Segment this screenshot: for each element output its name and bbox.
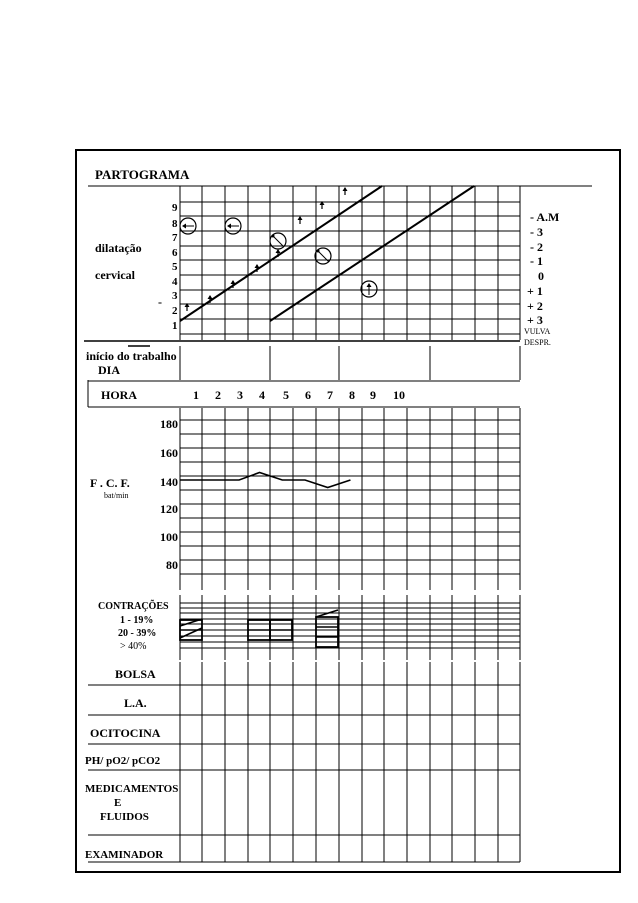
fcf-label: F . C. F. [90,476,130,490]
station-vulva-line2: DESPR. [524,338,551,347]
dilation-arrow-head [255,264,260,268]
fcf-scale-140: 140 [160,475,178,489]
medications-label-line3: FLUIDOS [100,811,149,823]
dilation-label-line2: cervical [95,268,135,282]
dilation-arrow-head [231,280,236,284]
fetal-position-mark [272,235,275,238]
fcf-scale-80: 80 [166,558,178,572]
fetal-position-mark [367,283,372,287]
fetal-position-mark [317,250,320,253]
station-plus2: + 2 [527,299,543,313]
fcf-unit: bat/min [104,491,129,500]
bolsa-label: BOLSA [115,667,156,681]
day-label: DIA [98,363,121,377]
station-am: - A.M [530,210,560,224]
contractions-label: CONTRAÇÕES [98,601,169,612]
contractions-legend-1: 1 - 19% [120,615,154,626]
hour-5: 5 [283,388,289,402]
action-line [270,186,474,321]
dilation-scale-6: 6 [172,247,178,259]
hour-3: 3 [237,388,243,402]
station-zero: 0 [538,269,544,283]
dilation-dash: - [158,295,162,309]
contractions-legend-3: > 40% [120,641,147,652]
station-plus1: + 1 [527,284,543,298]
fetal-position-mark [182,224,186,229]
fetal-position-mark [227,224,231,229]
fcf-scale-120: 120 [160,502,178,516]
hour-1: 1 [193,388,199,402]
dilation-scale-4: 4 [172,276,178,288]
ph-label: PH/ pO2/ pCO2 [85,755,161,767]
dilation-scale-9: 9 [172,202,178,214]
hour-8: 8 [349,388,355,402]
station-vulva-line1: VULVA [524,327,551,336]
fcf-scale-160: 160 [160,446,178,460]
examiner-label: EXAMINADOR [85,849,164,861]
hour-4: 4 [259,388,265,402]
contractions-legend-2: 20 - 39% [118,628,157,639]
fcf-trace [180,473,350,488]
hour-10: 10 [393,388,405,402]
dilation-scale-3: 3 [172,290,178,302]
hour-6: 6 [305,388,311,402]
dilation-scale-8: 8 [172,218,178,230]
hour-label: HORA [101,388,137,402]
dilation-arrow-head [343,187,348,191]
ocitocina-label: OCITOCINA [90,726,161,740]
station-minus3: - 3 [530,225,543,239]
hour-2: 2 [215,388,221,402]
dilation-arrow-head [276,249,281,253]
medications-label-line2: E [114,797,122,809]
medications-label-line1: MEDICAMENTOS [85,783,179,795]
dilation-label-line1: dilatação [95,241,142,255]
page-title: PARTOGRAMA [95,167,190,182]
dilation-scale-1: 1 [172,320,178,332]
hour-7: 7 [327,388,333,402]
station-plus3: + 3 [527,313,543,327]
station-minus2: - 2 [530,240,543,254]
dilation-arrow-head [208,295,213,299]
hour-9: 9 [370,388,376,402]
dilation-scale-7: 7 [172,232,178,244]
la-label: L.A. [124,696,147,710]
fcf-scale-180: 180 [160,417,178,431]
labor-start-label: início do trabalho [86,349,177,363]
station-minus1: - 1 [530,254,543,268]
dilation-scale-5: 5 [172,261,178,273]
dilation-scale-2: 2 [172,305,178,317]
dilation-arrow-head [298,216,303,220]
fcf-scale-100: 100 [160,530,178,544]
